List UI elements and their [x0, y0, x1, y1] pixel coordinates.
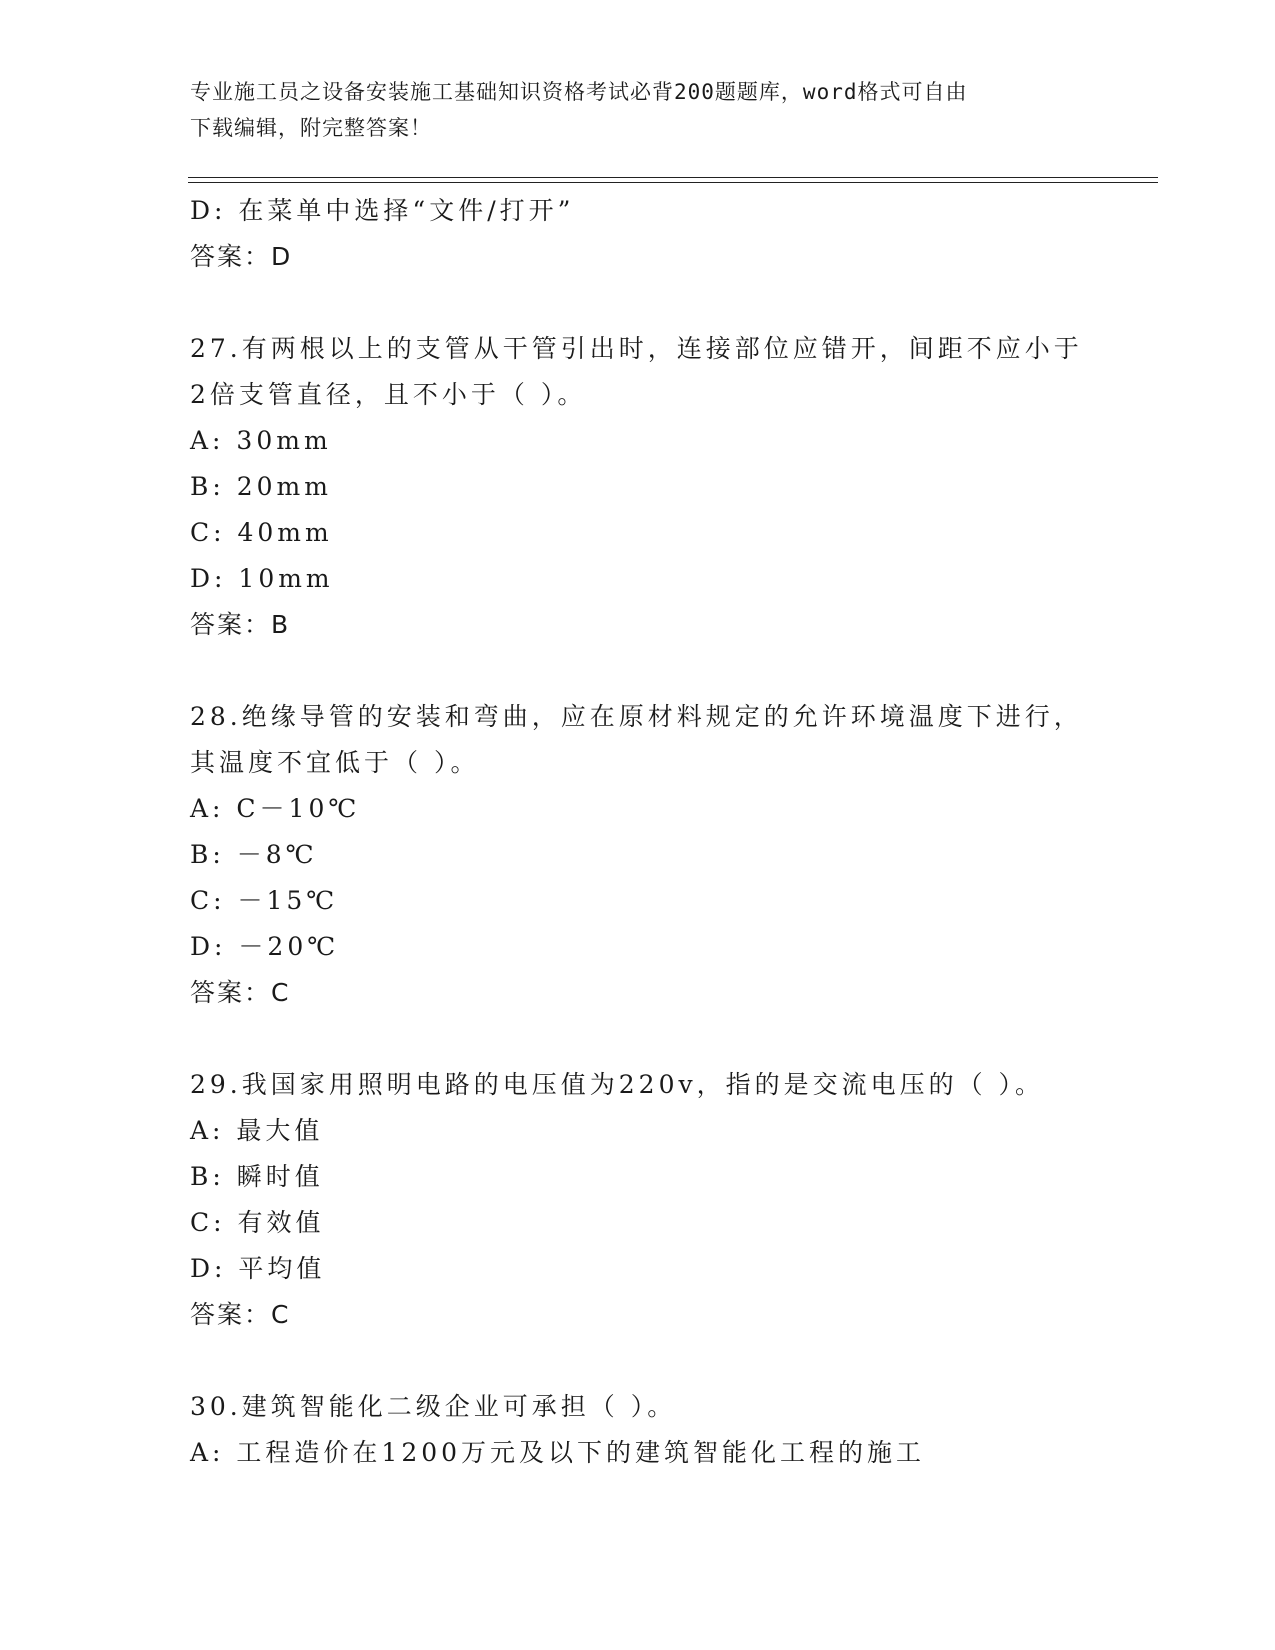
- header-line-2: 下载编辑，附完整答案！: [190, 116, 432, 140]
- question-stem: 28.绝缘导管的安装和弯曲，应在原材料规定的允许环境温度下进行，: [190, 702, 1083, 731]
- option-d: D: －20℃: [190, 932, 340, 961]
- answer: 答案：C: [190, 978, 291, 1007]
- question-stem-continued: 其温度不宜低于（ ）。: [190, 748, 480, 777]
- option-a: A: C－10℃: [190, 794, 361, 823]
- option-c: C: 有效值: [190, 1208, 325, 1237]
- prev-answer: 答案：D: [190, 242, 293, 271]
- option-d: D: 平均值: [190, 1254, 326, 1283]
- option-b: B: 瞬时值: [190, 1162, 324, 1191]
- question-stem: 29.我国家用照明电路的电压值为220v，指的是交流电压的（ ）。: [190, 1070, 1045, 1099]
- question-content: [190, 188, 1090, 1476]
- answer: 答案：C: [190, 1300, 291, 1329]
- option-d: D: 10mm: [190, 564, 334, 593]
- option-c: C: －15℃: [190, 886, 339, 915]
- header-rule-top: [188, 177, 1158, 178]
- option-b: B: 20mm: [190, 472, 332, 501]
- answer: 答案：B: [190, 610, 291, 639]
- prev-option-d: D: 在菜单中选择“文件/打开”: [190, 196, 575, 225]
- header-line-1: 专业施工员之设备安装施工基础知识资格考试必背200题题库，word格式可自由: [190, 80, 968, 104]
- header-rule-bottom: [188, 182, 1158, 183]
- spacer: [190, 1016, 1090, 1062]
- option-a: A: 30mm: [190, 426, 332, 455]
- option-b: B: －8℃: [190, 840, 318, 869]
- question-28: [190, 694, 1090, 1016]
- question-30: [190, 1384, 1090, 1476]
- spacer: [190, 1338, 1090, 1384]
- option-a: A: 工程造价在1200万元及以下的建筑智能化工程的施工: [190, 1438, 926, 1467]
- spacer: [190, 280, 1090, 326]
- question-27: [190, 326, 1090, 648]
- document-header: [190, 74, 1070, 146]
- question-stem: 27.有两根以上的支管从干管引出时，连接部位应错开，间距不应小于: [190, 334, 1083, 363]
- spacer: [190, 648, 1090, 694]
- option-c: C: 40mm: [190, 518, 333, 547]
- question-stem: 30.建筑智能化二级企业可承担（ ）。: [190, 1392, 677, 1421]
- question-29: [190, 1062, 1090, 1338]
- option-a: A: 最大值: [190, 1116, 324, 1145]
- question-stem-continued: 2倍支管直径，且不小于（ ）。: [190, 380, 587, 409]
